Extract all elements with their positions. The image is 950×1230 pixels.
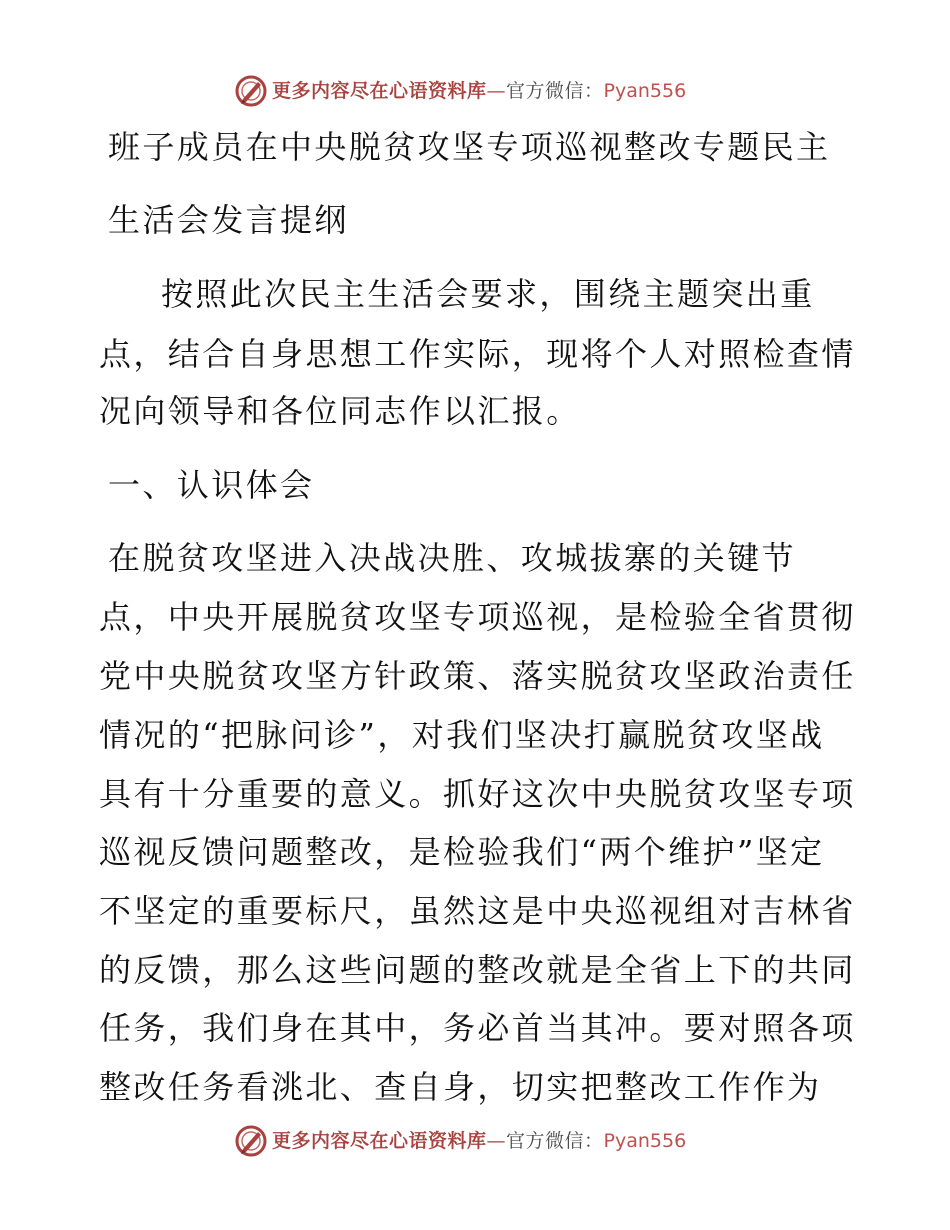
banner-wechat-id: Pyan556 <box>603 1130 687 1152</box>
banner-wechat-label: 官方微信： <box>506 80 604 102</box>
document-title-line-2: 生活会发言提纲 <box>108 201 349 239</box>
intro-line-2: 点，结合自身思想工作实际，现将个人对照检查情 <box>99 335 856 373</box>
banner-content <box>234 71 686 111</box>
body-line-4: 情况的“把脉问诊”，对我们坚决打赢脱贫攻坚战 <box>99 716 825 754</box>
body-line-7: 不坚定的重要标尺，虽然这是中央巡视组对吉林省 <box>99 892 856 930</box>
intro-line-3: 况向领导和各位同志作以汇报。 <box>99 392 581 430</box>
body-line-5: 具有十分重要的意义。抓好这次中央脱贫攻坚专项 <box>99 775 856 813</box>
intro-line-1: 按照此次民主生活会要求，围绕主题突出重 <box>161 275 815 313</box>
pen-logo-icon <box>234 74 268 108</box>
banner-content <box>234 1121 686 1161</box>
body-line-8: 的反馈，那么这些问题的整改就是全省上下的共同 <box>99 951 856 989</box>
banner-library-text: 更多内容尽在心语资料库 <box>272 80 487 102</box>
banner-wechat-id: Pyan556 <box>603 80 687 102</box>
header-banner <box>0 71 950 111</box>
body-line-1: 在脱贫攻坚进入决战决胜、攻城拔寨的关键节 <box>108 539 797 577</box>
banner-dash: — <box>486 80 507 102</box>
body-line-10: 整改任务看洮北、查自身，切实把整改工作作为 <box>99 1068 822 1106</box>
body-line-2: 点，中央开展脱贫攻坚专项巡视，是检验全省贯彻 <box>99 598 856 636</box>
body-line-9: 任务，我们身在其中，务必首当其冲。要对照各项 <box>99 1009 856 1047</box>
document-title-line-1: 班子成员在中央脱贫攻坚专项巡视整改专题民主 <box>108 128 831 166</box>
banner-wechat-label: 官方微信： <box>506 1130 604 1152</box>
pen-logo-icon <box>234 1124 268 1158</box>
body-line-3: 党中央脱贫攻坚方针政策、落实脱贫攻坚政治责任 <box>99 657 856 695</box>
banner-library-text: 更多内容尽在心语资料库 <box>272 1130 487 1152</box>
footer-banner <box>0 1121 950 1161</box>
section-heading: 一、认识体会 <box>108 466 315 504</box>
banner-dash: — <box>486 1130 507 1152</box>
body-line-6: 巡视反馈问题整改，是检验我们“两个维护”坚定 <box>99 833 825 871</box>
